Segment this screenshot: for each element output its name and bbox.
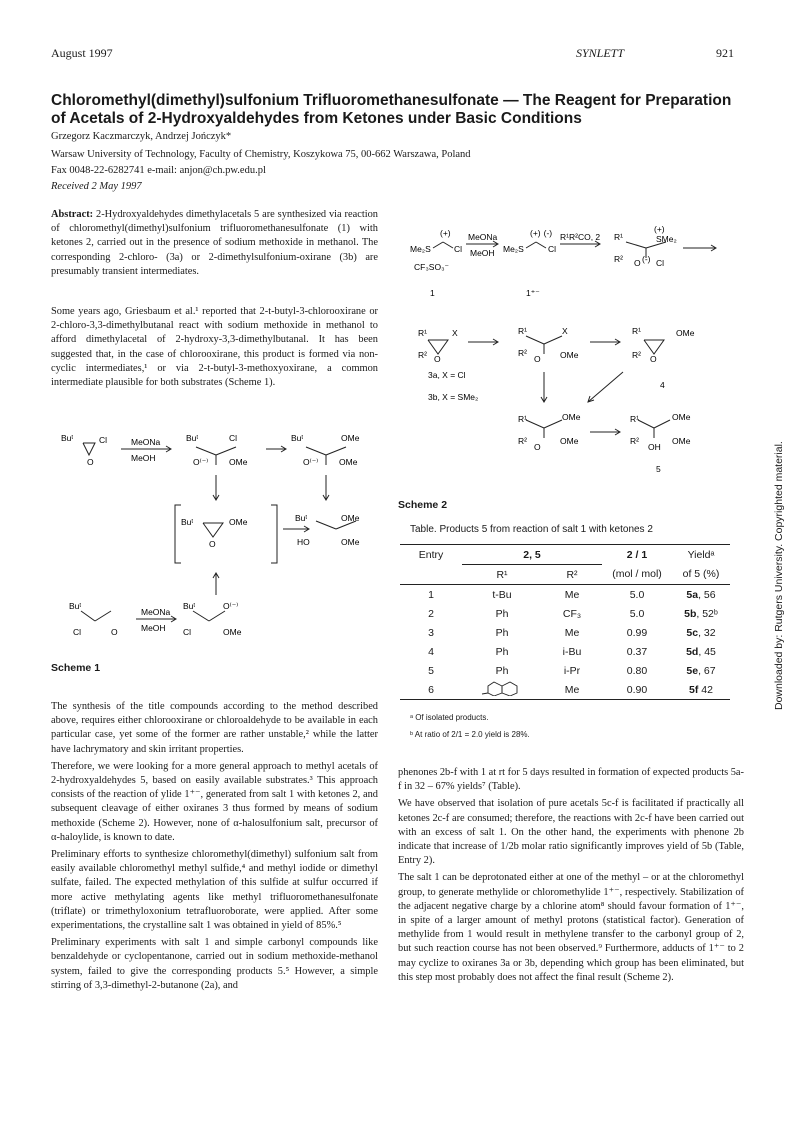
scheme-1-alkoxide: O⁽⁻⁾: [193, 457, 209, 467]
scheme-1-label: Scheme 1: [51, 662, 101, 674]
scheme-1-ome: OMe: [229, 457, 248, 467]
scheme-2-ketone: R¹R²CO, 2: [560, 232, 601, 242]
r1-cell: Ph: [495, 626, 509, 639]
table-caption: Table. Products 5 from reaction of salt 1 with ketones 2: [410, 524, 653, 535]
scheme-2-plus-2: (+): [530, 228, 541, 238]
scheme-2-oxirane-3b: 3b, X = SMe₂: [428, 392, 479, 402]
scheme-1-tbu-6: Buᵗ: [69, 601, 82, 611]
yield-value: 32: [703, 626, 716, 639]
yield-value: 67: [703, 664, 716, 677]
scheme-1-ho: HO: [297, 537, 310, 547]
products-table: [400, 544, 730, 700]
ratio-cell: 5.0: [629, 588, 645, 601]
affiliation: Warsaw University of Technology, Faculty of Chemistry, Koszykowa 75, 00-662 Warszawa, Poland: [51, 149, 471, 160]
article-title: Chloromethyl(dimethyl)sulfonium Trifluoromethanesulfonate — The Reagent for Preparation of Acetals of 2-Hydroxyaldehydes from Ketones under Basic Conditions: [51, 92, 732, 127]
scheme-2-diagram: [398, 222, 744, 492]
r2-cell: Me: [564, 626, 580, 639]
paragraph: The salt 1 can be deprotonated either at one of the methyl – or at the chloromethyl group, to generate methylide or chloromethylide 1⁺⁻, respectively. Stabilization of the adjacent negative charge by a chlorine atom⁸ should favour formation of 1⁺⁻, in spite of a larger amount of methyl protons (statistical factor). Generation of methylide from 1 would result in methylene transfer to the carbonyl group of 2, but such reaction course has not been observed.⁹ Furthermore, adducts of 1⁺⁻ to 2 may cyclize to oxiranes 3a or 3b, depending which group has been eliminated, but this step most probably does not affect the final result (Scheme 2).: [398, 872, 744, 983]
scheme-1-reagent-2: MeONa: [141, 607, 171, 617]
naphthyl-structure-icon: [480, 680, 524, 696]
scheme-1-tbu: Buᵗ: [61, 433, 74, 443]
table-subheader-r2: R²: [542, 565, 602, 585]
scheme-2-minus-2: (-): [642, 254, 651, 264]
product-id: 5a: [686, 588, 699, 601]
yield-value: 45: [704, 645, 716, 658]
left-column-body: [51, 700, 378, 996]
scheme-1-ome-5: OMe: [341, 513, 360, 523]
scheme-1-o-3: O: [111, 627, 118, 637]
scheme-2-label-ylide: 1⁺⁻: [526, 288, 540, 298]
scheme-2-label: Scheme 2: [398, 499, 448, 511]
intro-paragraph: [51, 305, 378, 393]
scheme-1-ome-7: OMe: [223, 627, 242, 637]
entry-cell: 6: [428, 683, 434, 696]
scheme-1-cl: Cl: [99, 435, 108, 445]
scheme-2-charges: [530, 228, 552, 238]
scheme-2-r2-2: R²: [418, 350, 427, 360]
r1-cell: [462, 680, 542, 700]
scheme-2-x-2: X: [562, 326, 568, 336]
scheme-2-me2s: Me₂S: [410, 244, 431, 254]
scheme-2-r1-4: R¹: [632, 326, 641, 336]
ratio-cell: 0.99: [626, 626, 648, 639]
scheme-1-cl-4: Cl: [183, 627, 192, 637]
ratio-cell: 5.0: [629, 607, 645, 620]
scheme-1-tbu-3: Buᵗ: [291, 433, 304, 443]
scheme-1-ome-2: OMe: [341, 433, 360, 443]
scheme-2-ome-2: OMe: [676, 328, 695, 338]
received-date: Received 2 May 1997: [51, 181, 142, 192]
scheme-1-tbu-5: Buᵗ: [295, 513, 308, 523]
scheme-2-oh: OH: [648, 442, 661, 452]
entry-cell: 4: [428, 645, 434, 658]
table-row: [400, 604, 730, 623]
scheme-2-r2-4: R²: [632, 350, 641, 360]
r2-cell: CF₃: [562, 607, 582, 620]
product-id: 5c: [686, 626, 699, 639]
entry-cell: 5: [428, 664, 434, 677]
scheme-1-o-2: O: [209, 539, 216, 549]
scheme-1-alkoxide-2: O⁽⁻⁾: [303, 457, 319, 467]
ratio-cell: 0.80: [626, 664, 648, 677]
scheme-2-x: X: [452, 328, 458, 338]
yield-cell: [672, 680, 730, 700]
scheme-2-cl-3: Cl: [656, 258, 665, 268]
scheme-2-minus: (-): [543, 228, 553, 238]
yield-cell: 5a, 56: [686, 588, 716, 601]
yield-cell: 5e, 67: [686, 664, 716, 677]
abstract-label: Abstract:: [51, 209, 94, 220]
entry-cell: 3: [428, 626, 434, 639]
authors: Grzegorz Kaczmarczyk, Andrzej Jończyk*: [51, 131, 232, 142]
product-id: 5e: [686, 664, 699, 677]
yield-value: 42: [701, 683, 713, 696]
table-subheader-yield: of 5 (%): [682, 568, 720, 581]
yield-cell: 5d, 45: [686, 645, 716, 658]
scheme-2-plus-3: (+): [654, 224, 665, 234]
paragraph: We have observed that isolation of pure acetals 5c-f is facilitated if practically all ketones 2c-f are consumed; therefore, the reactions with 2c-f have been carried out with an excess of salt 1. On the other hand, the experiments with phenone 2b indicate that increase of 1/2b molar ratio significantly improves yield of 5b (Table, Entry 2).: [398, 798, 744, 867]
scheme-2-r2-3: R²: [518, 348, 527, 358]
r1-cell: Ph: [495, 645, 509, 658]
product-id: 5f: [689, 683, 699, 696]
r2-cell: Me: [564, 588, 580, 601]
yield-cell: 5b, 52ᵇ: [684, 607, 718, 620]
scheme-2-r1: R¹: [614, 232, 623, 242]
r2-cell: i-Pr: [563, 664, 581, 677]
scheme-1-reagent: MeONa: [131, 437, 161, 447]
ratio-cell: 0.37: [626, 645, 648, 658]
scheme-2-triflate: CF₃SO₃⁻: [414, 262, 450, 272]
scheme-1-ome-4: OMe: [229, 517, 248, 527]
ratio-cell: 0.90: [626, 683, 648, 696]
scheme-2-r1-3: R¹: [518, 326, 527, 336]
abstract-text: 2-Hydroxyaldehydes dimethylacetals 5 are synthesized via reaction of chloromethyl(dimethyl)sulfonium trifluoromethanesulfonate (1) with ketones 2, carried out in the presence of sodium methoxide in methanol. The corresponding 2-chloro- (3a) or 2-dimethylsulfonium-oxirane (3b) are presumably transient intermediates.: [51, 209, 378, 277]
scheme-2-ome-5: OMe: [672, 412, 691, 422]
scheme-1-diagram: [51, 425, 378, 665]
scheme-2-r2-6: R²: [630, 436, 639, 446]
table-header-ratio: 2 / 1: [626, 548, 648, 561]
scheme-2-o: O: [634, 258, 641, 268]
yield-value: 52ᵇ: [702, 607, 718, 620]
paragraph: The synthesis of the title compounds according to the method described above, requires either chlorooxirane or chloroaldehyde to be available in each particular case, yet some of the former are rather unstable,² while the latter have lachrymatory and skin irritant properties.: [51, 701, 378, 755]
scheme-2-ome-6: OMe: [672, 436, 691, 446]
table-header-entry: Entry: [418, 548, 444, 561]
paragraph: Some years ago, Griesbaum et al.¹ reported that 2-t-butyl-3-chlorooxirane or 2-chloro-3,3-dimethylbutanal react with sodium methoxide in methanol to afford dimethylacetal of 2-hydroxy-3,3-dimethylbutanal. It has been suggested that, in the case of chlorooxirane, this product is formed via non-cyclic intermediates,¹ or via 2-t-butyl-3-methoxyoxirane, a common intermediate plausible for both substrates (Scheme 1).: [51, 306, 378, 389]
scheme-1-ome-3: OMe: [339, 457, 358, 467]
entry-cell: 2: [428, 607, 434, 620]
paragraph: Preliminary efforts to synthesize chloromethyl(dimethyl) sulfonium salt from easily available chloromethyl methyl sulfide,⁴ and methyl iodide or dimethyl sulfate, failed. The expected methylation of this sulfide at sulfur occurred if more active methylating agents like methyl trifluoromethanesulfonate (triflate) or trimethyloxonium tetrafluoroborate, were applied. After some experimentations, the crystalline salt 1 was obtained in yield of 85%.⁵: [51, 849, 378, 932]
scheme-2-ome: OMe: [560, 350, 579, 360]
scheme-2-base: MeONa: [468, 232, 498, 242]
product-id: 5d: [686, 645, 699, 658]
scheme-1-ome-6: OMe: [341, 537, 360, 547]
table-subheader-ratio: (mol / mol): [612, 568, 662, 581]
scheme-2-r1-6: R¹: [630, 414, 639, 424]
right-column-body: [398, 766, 744, 988]
scheme-2-r1-5: R¹: [518, 414, 527, 424]
scheme-2-label-1: 1: [430, 288, 435, 298]
table-row: [400, 642, 730, 661]
scheme-1-alkoxide-3: O⁽⁻⁾: [223, 601, 239, 611]
contact-info: Fax 0048-22-6282741 e-mail: anjon@ch.pw.edu.pl: [51, 165, 266, 176]
scheme-1-solvent: MeOH: [131, 453, 156, 463]
scheme-2-r2: R²: [614, 254, 623, 264]
paragraph: phenones 2b-f with 1 at rt for 5 days resulted in formation of expected products 5a-f in 32 – 67% yields⁷ (Table).: [398, 767, 744, 793]
r2-cell: i-Bu: [562, 645, 582, 658]
paragraph: Therefore, we were looking for a more general approach to methyl acetals of 2-hydroxyaldehydes 5, based on easily available substrates.³ This approach consists of the reaction of ylide 1⁺⁻, generated from salt 1 with ketones 2, and subsequent cleavage of either oxiranes 3 thus formed by means of sodium methoxide (Scheme 2). However, none of α-halosulfonium salt, precursor of α-haloylide, is known to date.: [51, 760, 378, 843]
scheme-2-cl: Cl: [454, 244, 463, 254]
table-header-compounds: 2, 5: [523, 548, 541, 561]
scheme-2-o-4: O: [650, 354, 657, 364]
scheme-1-o: O: [87, 457, 94, 467]
scheme-2-oxirane-3a: 3a, X = Cl: [428, 370, 466, 380]
table-row: [400, 680, 730, 700]
scheme-2-r1-2: R¹: [418, 328, 427, 338]
scheme-2-me2s-2: Me₂S: [503, 244, 524, 254]
table-row: [400, 585, 730, 605]
scheme-2-o-5: O: [534, 442, 541, 452]
r1-cell: Ph: [495, 664, 509, 677]
table-row: [400, 661, 730, 680]
entry-cell: 1: [428, 588, 434, 601]
paragraph: Preliminary experiments with salt 1 and simple carbonyl compounds like benzaldehyde or cyclopentanone, carried out in sodium methoxide-methanol system, failed to give the corresponding products 5.⁵ However, a simple stirring of 3,3-dimethyl-2-butanone (2a), and: [51, 937, 378, 991]
table-row: [400, 623, 730, 642]
r1-cell: t-Bu: [492, 588, 512, 601]
scheme-1-solvent-2: MeOH: [141, 623, 166, 633]
scheme-2-plus: (+): [440, 228, 451, 238]
scheme-1-tbu-2: Buᵗ: [186, 433, 199, 443]
yield-value: 56: [703, 588, 716, 601]
table-header-yield: Yieldᵃ: [687, 548, 715, 561]
table-subheader-r1: R¹: [462, 565, 542, 585]
scheme-2-ome-3: OMe: [562, 412, 581, 422]
scheme-1-cl-2: Cl: [229, 433, 238, 443]
scheme-2-sme2: SMe₂: [656, 234, 677, 244]
download-notice: Downloaded by: Rutgers University. Copyrighted material.: [773, 441, 785, 710]
yield-cell: 5c, 32: [686, 626, 716, 639]
scheme-2-solvent: MeOH: [470, 248, 495, 258]
abstract: [51, 208, 378, 279]
header-journal: SYNLETT: [576, 46, 625, 60]
scheme-2-cl-2: Cl: [548, 244, 557, 254]
table-footnote-b: ᵇ At ratio of 2/1 = 2.0 yield is 28%.: [410, 730, 530, 739]
scheme-1-tbu-7: Buᵗ: [183, 601, 196, 611]
header-page-number: 921: [716, 46, 734, 60]
scheme-2-label-4: 4: [660, 380, 665, 390]
scheme-2-ome-4: OMe: [560, 436, 579, 446]
r2-cell: Me: [564, 683, 580, 696]
header-date: August 1997: [51, 46, 113, 60]
r1-cell: Ph: [495, 607, 509, 620]
scheme-1-tbu-4: Buᵗ: [181, 517, 194, 527]
scheme-1-cl-3: Cl: [73, 627, 82, 637]
scheme-2-label-5: 5: [656, 464, 661, 474]
scheme-2-o-3: O: [534, 354, 541, 364]
table-footnote-a: ᵃ Of isolated products.: [410, 713, 489, 722]
scheme-2-r2-5: R²: [518, 436, 527, 446]
scheme-2-o-2: O: [434, 354, 441, 364]
product-id: 5b: [684, 607, 697, 620]
